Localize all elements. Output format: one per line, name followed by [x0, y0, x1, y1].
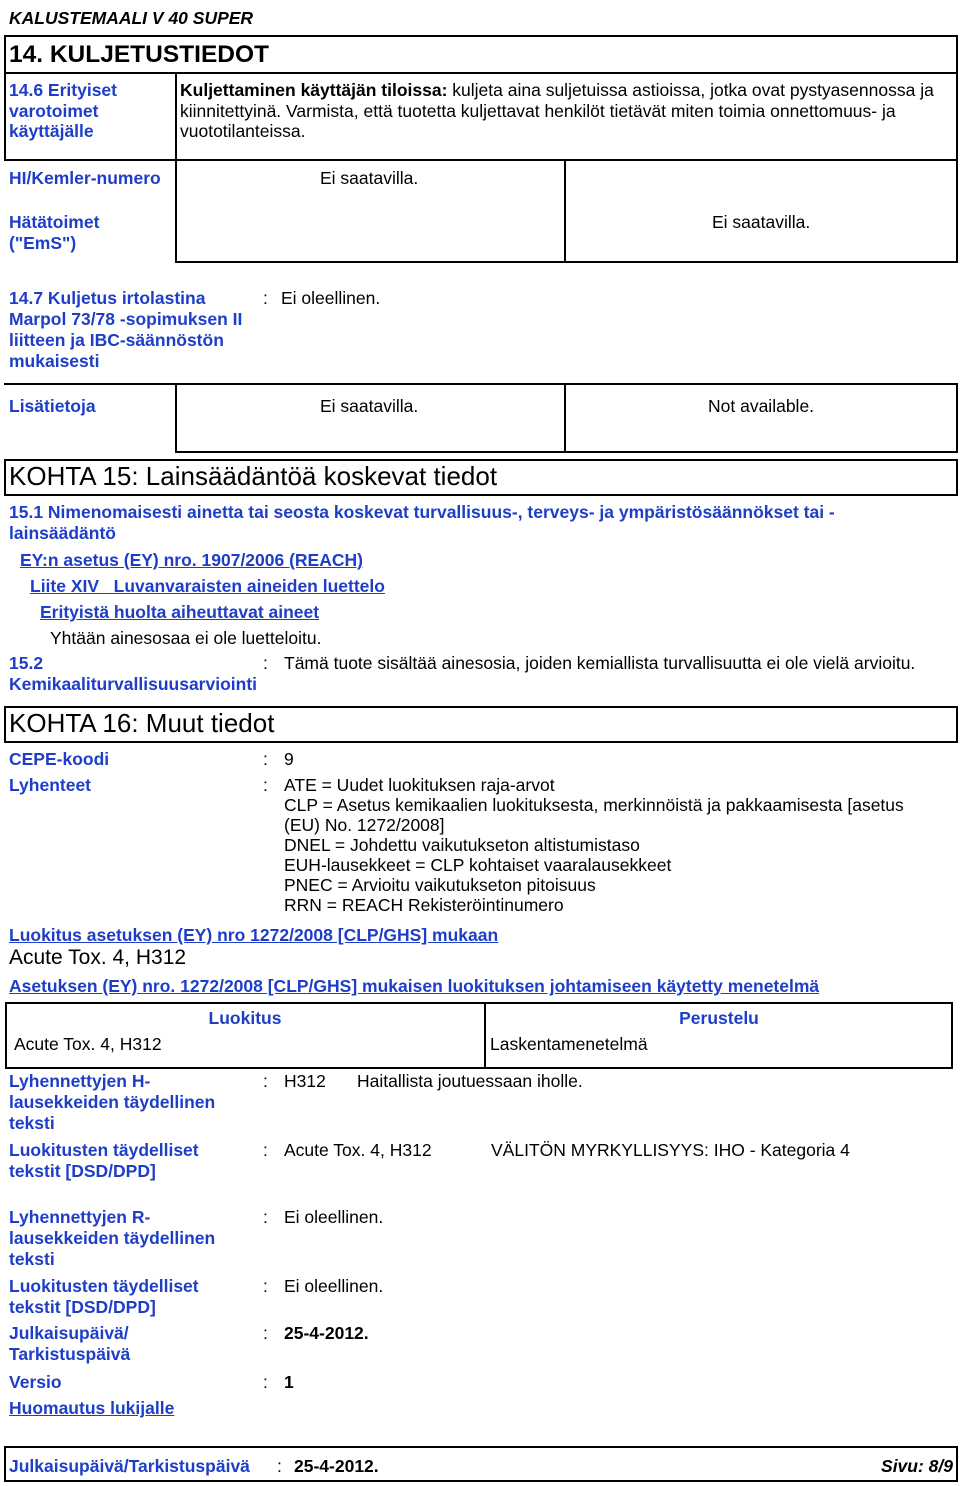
- special-precautions-divider: [175, 72, 177, 161]
- special-precautions-body: kuljeta aina suljetuissa astioissa, jotka ovat pystyasennossa ja kiinnitettyinä. Varmista, että tuotetta kuljettavat henkilöt tietävät miten toimia onnettomuus- ja vuototilanteissa.: [180, 80, 934, 141]
- svhc-heading: Erityistä huolta aiheuttavat aineet: [40, 602, 320, 622]
- table-cell-basis: Laskentamenetelmä: [490, 1034, 648, 1054]
- additional-info-value-2: Not available.: [708, 396, 815, 416]
- table-cell-classification: Acute Tox. 4, H312: [14, 1034, 162, 1054]
- special-precautions-lead: Kuljettaminen käyttäjän tiloissa:: [180, 80, 448, 100]
- clp-classification-value: Acute Tox. 4, H312: [9, 946, 187, 969]
- section-14-heading: 14. KULJETUSTIEDOT: [9, 41, 270, 68]
- regulations-label: 15.1 Nimenomaisesti ainetta tai seosta koskevat turvallisuus-, terveys- ja ympäristösäännökset tai - lainsäädäntö: [9, 502, 835, 543]
- reader-note-label: Huomautus lukijalle: [9, 1398, 175, 1418]
- classification-texts-code: Acute Tox. 4, H312: [284, 1140, 432, 1160]
- svhc-value: Yhtään ainesosaa ei ole luetteloitu.: [50, 628, 322, 648]
- section-15-heading: KOHTA 15: Lainsäädäntöä koskevat tiedot: [9, 461, 498, 491]
- classification-texts-label: Luokitusten täydelliset tekstit [DSD/DPD]: [9, 1140, 199, 1181]
- bulk-transport-label: 14.7 Kuljetus irtolastina Marpol 73/78 -sopimuksen II liitteen ja IBC-säännöstön mukaisesti: [9, 288, 243, 371]
- section-16-heading: KOHTA 16: Muut tiedot: [9, 708, 275, 738]
- footer-separator: :: [277, 1456, 282, 1476]
- hi-kemler-value: Ei saatavilla.: [320, 168, 419, 188]
- r-phrases-label: Lyhennettyjen R- lausekkeiden täydellinen teksti: [9, 1207, 216, 1269]
- classification-texts-text: VÄLITÖN MYRKYLLISYYS: IHO - Kategoria 4: [491, 1140, 850, 1160]
- ems-label: Hätätoimet ("EmS"): [9, 212, 100, 253]
- classification-texts-dsd-value: Ei oleellinen.: [284, 1276, 384, 1296]
- r-phrases-separator: :: [263, 1207, 268, 1227]
- ems-value: Ei saatavilla.: [712, 212, 811, 232]
- h-statements-label: Lyhennettyjen H- lausekkeiden täydellinen teksti: [9, 1071, 216, 1133]
- bulk-transport-separator: :: [263, 288, 268, 308]
- reach-heading: EY:n asetus (EY) nro. 1907/2006 (REACH): [20, 550, 363, 570]
- chemical-safety-value: Tämä tuote sisältää ainesosia, joiden kemiallista turvallisuutta ei ole vielä arvioitu.: [284, 653, 916, 673]
- issue-date-value: 25-4-2012.: [284, 1323, 369, 1343]
- abbreviations-separator: :: [263, 775, 268, 795]
- cepe-code-separator: :: [263, 749, 268, 769]
- r-phrases-value: Ei oleellinen.: [284, 1207, 384, 1227]
- hi-kemler-label: HI/Kemler-numero: [9, 168, 161, 188]
- classification-texts-dsd-separator: :: [263, 1276, 268, 1296]
- version-label: Versio: [9, 1372, 62, 1392]
- chemical-safety-separator: :: [263, 653, 268, 673]
- additional-info-value-1: Ei saatavilla.: [320, 396, 419, 416]
- h-statements-separator: :: [263, 1071, 268, 1091]
- classification-texts-dsd-label: Luokitusten täydelliset tekstit [DSD/DPD]: [9, 1276, 199, 1317]
- issue-date-separator: :: [263, 1323, 268, 1343]
- footer-date-label: Julkaisupäivä/Tarkistuspäivä: [9, 1456, 250, 1476]
- additional-info-box: [175, 383, 958, 453]
- cepe-code-value: 9: [284, 749, 294, 769]
- h-statements-text: Haitallista joutuessaan iholle.: [357, 1071, 583, 1091]
- table-header-classification: Luokitus: [208, 1008, 282, 1028]
- hi-kemler-divider: [564, 159, 566, 263]
- h-statements-code: H312: [284, 1071, 326, 1091]
- classification-texts-separator: :: [263, 1140, 268, 1160]
- version-value: 1: [284, 1372, 294, 1392]
- footer-date-value: 25-4-2012.: [294, 1456, 379, 1476]
- cepe-code-label: CEPE-koodi: [9, 749, 110, 769]
- special-precautions-label: 14.6 Erityiset varotoimet käyttäjälle: [9, 80, 117, 141]
- table-header-basis: Perustelu: [679, 1008, 759, 1028]
- classification-method-heading: Asetuksen (EY) nro. 1272/2008 [CLP/GHS] mukaisen luokituksen johtamiseen käytetty menetelmä: [9, 976, 820, 996]
- version-separator: :: [263, 1372, 268, 1392]
- page-number: Sivu: 8/9: [881, 1456, 953, 1476]
- annex-xiv-heading: Liite XIV Luvanvaraisten aineiden luettelo: [30, 576, 385, 596]
- hi-kemler-box: [175, 159, 958, 263]
- abbreviations-label: Lyhenteet: [9, 775, 92, 795]
- bulk-transport-value: Ei oleellinen.: [281, 288, 381, 308]
- product-name: KALUSTEMAALI V 40 SUPER: [9, 8, 254, 28]
- issue-date-label: Julkaisupäivä/ Tarkistuspäivä: [9, 1323, 131, 1364]
- additional-info-divider: [564, 383, 566, 453]
- additional-info-label: Lisätietoja: [9, 396, 96, 416]
- abbreviations-value: ATE = Uudet luokituksen raja-arvot CLP = Asetus kemikaalien luokituksesta, merkinnöistä ja pakkaamisesta [asetus (EU) No. 1272/2008] DNEL = Johdettu vaikutukseton altistumistaso EUH-lausekkeet = CLP kohtaiset vaaralausekkeet PNEC = Arvioitu vaikutukseton pitoisuus RRN = REACH Rekisteröintinumero: [284, 775, 904, 915]
- clp-classification-heading: Luokitus asetuksen (EY) nro 1272/2008 [CLP/GHS] mukaan: [9, 925, 499, 945]
- chemical-safety-label: 15.2 Kemikaaliturvallisuusarviointi: [9, 653, 258, 694]
- special-precautions-text: [180, 80, 934, 142]
